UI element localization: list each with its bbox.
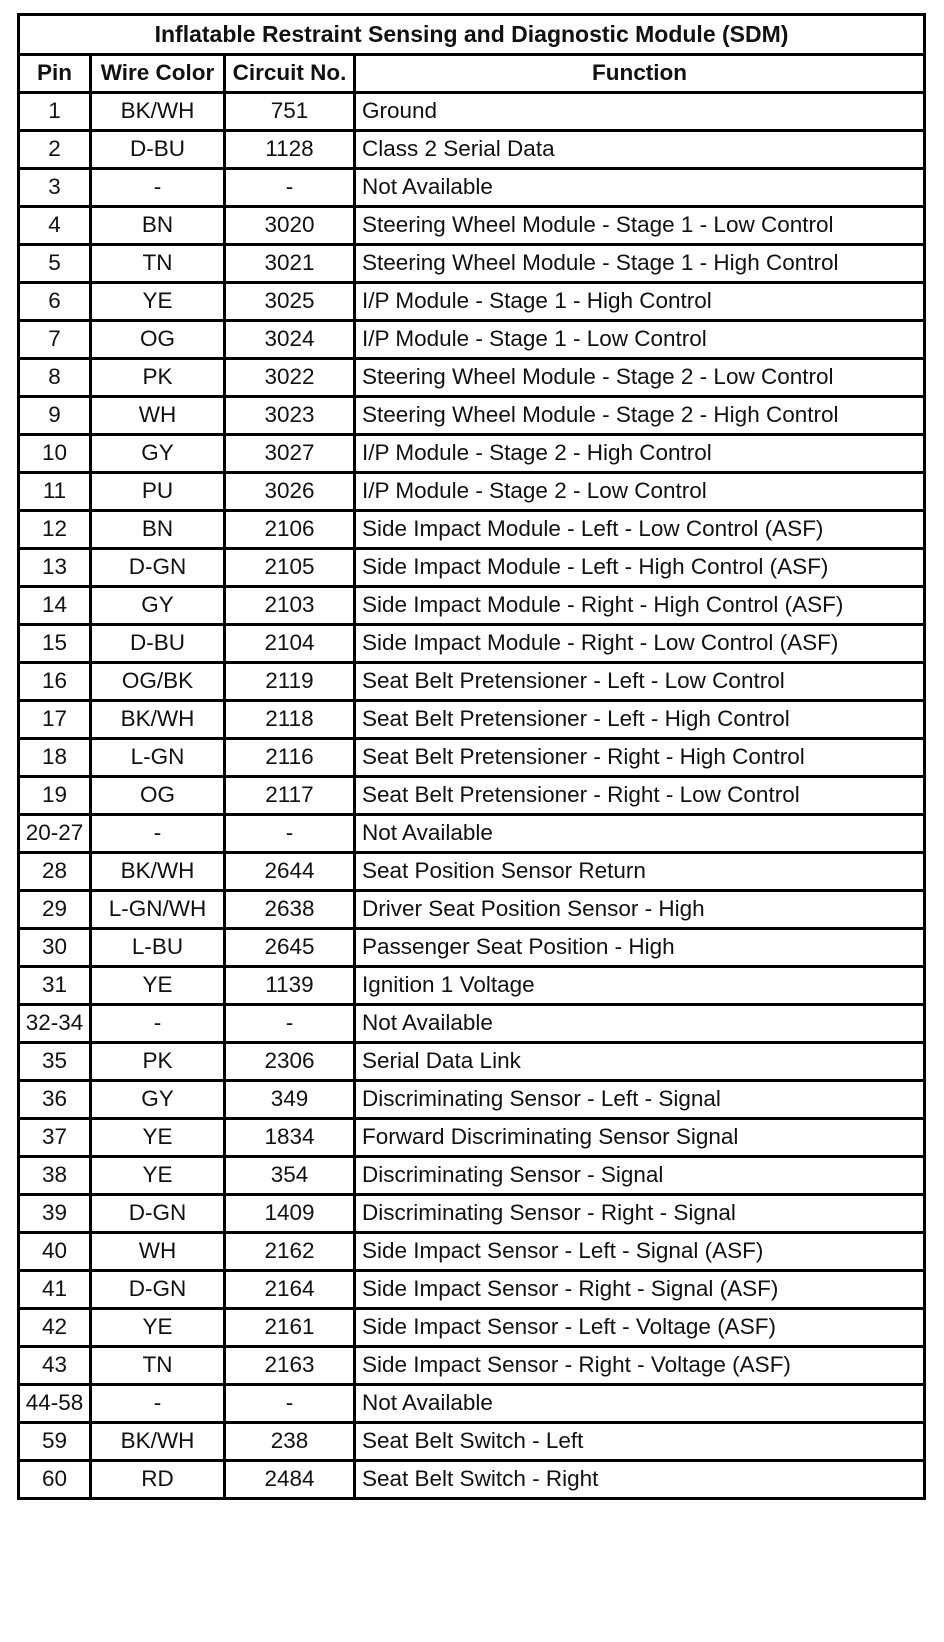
sdm-pinout-table [17, 13, 926, 1500]
pin-cell: 1 [19, 93, 91, 131]
table-row [19, 93, 925, 131]
table-row [19, 473, 925, 511]
circuit-number-cell: 2119 [225, 663, 355, 701]
function-cell: Seat Belt Switch - Right [355, 1461, 925, 1499]
table-row [19, 587, 925, 625]
table-row [19, 1347, 925, 1385]
function-cell: Seat Belt Pretensioner - Right - High Control [355, 739, 925, 777]
wire-color-cell: D-BU [91, 625, 225, 663]
pin-cell: 43 [19, 1347, 91, 1385]
wire-color-cell: - [91, 1005, 225, 1043]
wire-color-cell: - [91, 815, 225, 853]
circuit-number-cell: 2162 [225, 1233, 355, 1271]
table-title-row [19, 15, 925, 55]
wire-color-cell: TN [91, 1347, 225, 1385]
function-cell: Seat Belt Switch - Left [355, 1423, 925, 1461]
wire-color-cell: YE [91, 1119, 225, 1157]
function-cell: Serial Data Link [355, 1043, 925, 1081]
wire-color-cell: - [91, 1385, 225, 1423]
function-cell: Steering Wheel Module - Stage 2 - Low Control [355, 359, 925, 397]
circuit-number-cell: 2104 [225, 625, 355, 663]
wire-color-cell: BK/WH [91, 93, 225, 131]
function-cell: Side Impact Sensor - Left - Signal (ASF) [355, 1233, 925, 1271]
pin-cell: 16 [19, 663, 91, 701]
function-cell: Side Impact Module - Left - Low Control (ASF) [355, 511, 925, 549]
wire-color-cell: - [91, 169, 225, 207]
function-cell: Not Available [355, 169, 925, 207]
function-cell: Ignition 1 Voltage [355, 967, 925, 1005]
table-row [19, 891, 925, 929]
circuit-number-cell: 751 [225, 93, 355, 131]
function-cell: Ground [355, 93, 925, 131]
function-cell: Not Available [355, 1385, 925, 1423]
pin-cell: 42 [19, 1309, 91, 1347]
pin-cell: 11 [19, 473, 91, 511]
wire-color-cell: TN [91, 245, 225, 283]
wire-color-cell: GY [91, 587, 225, 625]
table-row [19, 131, 925, 169]
wire-color-cell: L-BU [91, 929, 225, 967]
table-row [19, 435, 925, 473]
wire-color-cell: BK/WH [91, 1423, 225, 1461]
circuit-number-cell: 2638 [225, 891, 355, 929]
table-row [19, 1309, 925, 1347]
pin-cell: 15 [19, 625, 91, 663]
pin-cell: 36 [19, 1081, 91, 1119]
function-cell: Side Impact Sensor - Right - Signal (ASF) [355, 1271, 925, 1309]
circuit-number-cell: 2645 [225, 929, 355, 967]
pin-cell: 38 [19, 1157, 91, 1195]
circuit-number-cell: 3023 [225, 397, 355, 435]
function-cell: Discriminating Sensor - Left - Signal [355, 1081, 925, 1119]
table-row [19, 1385, 925, 1423]
wire-color-cell: YE [91, 1309, 225, 1347]
function-cell: Discriminating Sensor - Right - Signal [355, 1195, 925, 1233]
pin-cell: 18 [19, 739, 91, 777]
table-row [19, 1271, 925, 1309]
pin-cell: 44-58 [19, 1385, 91, 1423]
table-row [19, 1081, 925, 1119]
table-row [19, 853, 925, 891]
circuit-number-cell: 2306 [225, 1043, 355, 1081]
wire-color-cell: WH [91, 397, 225, 435]
table-row [19, 1119, 925, 1157]
wire-color-cell: PU [91, 473, 225, 511]
wire-color-cell: RD [91, 1461, 225, 1499]
pin-cell: 35 [19, 1043, 91, 1081]
circuit-number-cell: 2103 [225, 587, 355, 625]
column-header-pin: Pin [19, 55, 91, 93]
circuit-number-cell: 1128 [225, 131, 355, 169]
circuit-number-cell: 2644 [225, 853, 355, 891]
table-row [19, 169, 925, 207]
table-body [19, 93, 925, 1499]
pin-cell: 19 [19, 777, 91, 815]
wire-color-cell: WH [91, 1233, 225, 1271]
table-row [19, 701, 925, 739]
wire-color-cell: YE [91, 967, 225, 1005]
function-cell: Steering Wheel Module - Stage 1 - High Control [355, 245, 925, 283]
table-row [19, 1423, 925, 1461]
function-cell: Forward Discriminating Sensor Signal [355, 1119, 925, 1157]
circuit-number-cell: 3022 [225, 359, 355, 397]
wire-color-cell: D-GN [91, 1271, 225, 1309]
table-row [19, 1233, 925, 1271]
table-row [19, 739, 925, 777]
wire-color-cell: D-GN [91, 1195, 225, 1233]
circuit-number-cell: 354 [225, 1157, 355, 1195]
circuit-number-cell: 3024 [225, 321, 355, 359]
function-cell: Seat Belt Pretensioner - Left - Low Control [355, 663, 925, 701]
table-row [19, 1043, 925, 1081]
table-row [19, 549, 925, 587]
pin-cell: 14 [19, 587, 91, 625]
table-row [19, 777, 925, 815]
function-cell: Class 2 Serial Data [355, 131, 925, 169]
function-cell: I/P Module - Stage 1 - High Control [355, 283, 925, 321]
pin-cell: 41 [19, 1271, 91, 1309]
wire-color-cell: L-GN/WH [91, 891, 225, 929]
function-cell: I/P Module - Stage 1 - Low Control [355, 321, 925, 359]
pin-cell: 39 [19, 1195, 91, 1233]
circuit-number-cell: - [225, 1005, 355, 1043]
circuit-number-cell: 1409 [225, 1195, 355, 1233]
wire-color-cell: BN [91, 207, 225, 245]
wire-color-cell: D-BU [91, 131, 225, 169]
table-row [19, 663, 925, 701]
pin-cell: 29 [19, 891, 91, 929]
circuit-number-cell: 2118 [225, 701, 355, 739]
table-row [19, 397, 925, 435]
circuit-number-cell: 3020 [225, 207, 355, 245]
wire-color-cell: BK/WH [91, 701, 225, 739]
pin-cell: 3 [19, 169, 91, 207]
table-row [19, 245, 925, 283]
function-cell: Not Available [355, 1005, 925, 1043]
pin-cell: 37 [19, 1119, 91, 1157]
circuit-number-cell: 1834 [225, 1119, 355, 1157]
circuit-number-cell: 2164 [225, 1271, 355, 1309]
circuit-number-cell: 3027 [225, 435, 355, 473]
wire-color-cell: YE [91, 283, 225, 321]
pin-cell: 13 [19, 549, 91, 587]
function-cell: Steering Wheel Module - Stage 2 - High Control [355, 397, 925, 435]
pin-cell: 2 [19, 131, 91, 169]
wire-color-cell: YE [91, 1157, 225, 1195]
circuit-number-cell: 3025 [225, 283, 355, 321]
function-cell: Seat Position Sensor Return [355, 853, 925, 891]
wire-color-cell: BK/WH [91, 853, 225, 891]
wire-color-cell: GY [91, 1081, 225, 1119]
wire-color-cell: L-GN [91, 739, 225, 777]
circuit-number-cell: 349 [225, 1081, 355, 1119]
pin-cell: 8 [19, 359, 91, 397]
table-row [19, 929, 925, 967]
function-cell: Side Impact Sensor - Right - Voltage (ASF) [355, 1347, 925, 1385]
pin-cell: 9 [19, 397, 91, 435]
pin-cell: 20-27 [19, 815, 91, 853]
sdm-pinout-table-container [17, 13, 923, 1500]
circuit-number-cell: 3026 [225, 473, 355, 511]
pin-cell: 4 [19, 207, 91, 245]
function-cell: Steering Wheel Module - Stage 1 - Low Control [355, 207, 925, 245]
function-cell: Side Impact Sensor - Left - Voltage (ASF) [355, 1309, 925, 1347]
circuit-number-cell: 2106 [225, 511, 355, 549]
wire-color-cell: BN [91, 511, 225, 549]
pin-cell: 40 [19, 1233, 91, 1271]
function-cell: Not Available [355, 815, 925, 853]
wire-color-cell: OG [91, 777, 225, 815]
table-row [19, 1157, 925, 1195]
wire-color-cell: PK [91, 359, 225, 397]
pin-cell: 60 [19, 1461, 91, 1499]
column-header-wire-color: Wire Color [91, 55, 225, 93]
pin-cell: 10 [19, 435, 91, 473]
pin-cell: 7 [19, 321, 91, 359]
table-row [19, 625, 925, 663]
function-cell: I/P Module - Stage 2 - Low Control [355, 473, 925, 511]
pin-cell: 32-34 [19, 1005, 91, 1043]
table-row [19, 207, 925, 245]
circuit-number-cell: 2117 [225, 777, 355, 815]
function-cell: Seat Belt Pretensioner - Left - High Control [355, 701, 925, 739]
circuit-number-cell: - [225, 1385, 355, 1423]
pin-cell: 12 [19, 511, 91, 549]
pin-cell: 6 [19, 283, 91, 321]
function-cell: I/P Module - Stage 2 - High Control [355, 435, 925, 473]
table-row [19, 1461, 925, 1499]
function-cell: Side Impact Module - Right - High Control (ASF) [355, 587, 925, 625]
table-row [19, 283, 925, 321]
table-row [19, 815, 925, 853]
pin-cell: 31 [19, 967, 91, 1005]
pin-cell: 17 [19, 701, 91, 739]
circuit-number-cell: 2116 [225, 739, 355, 777]
circuit-number-cell: 2163 [225, 1347, 355, 1385]
function-cell: Side Impact Module - Right - Low Control (ASF) [355, 625, 925, 663]
table-row [19, 511, 925, 549]
table-row [19, 321, 925, 359]
table-row [19, 1195, 925, 1233]
function-cell: Discriminating Sensor - Signal [355, 1157, 925, 1195]
circuit-number-cell: 2484 [225, 1461, 355, 1499]
wire-color-cell: PK [91, 1043, 225, 1081]
circuit-number-cell: 3021 [225, 245, 355, 283]
pin-cell: 59 [19, 1423, 91, 1461]
wire-color-cell: GY [91, 435, 225, 473]
function-cell: Side Impact Module - Left - High Control (ASF) [355, 549, 925, 587]
table-row [19, 359, 925, 397]
column-header-function: Function [355, 55, 925, 93]
pin-cell: 30 [19, 929, 91, 967]
table-title: Inflatable Restraint Sensing and Diagnostic Module (SDM) [19, 15, 925, 55]
column-header-circuit-no: Circuit No. [225, 55, 355, 93]
table-row [19, 1005, 925, 1043]
wire-color-cell: OG [91, 321, 225, 359]
function-cell: Driver Seat Position Sensor - High [355, 891, 925, 929]
pin-cell: 28 [19, 853, 91, 891]
circuit-number-cell: 2105 [225, 549, 355, 587]
circuit-number-cell: 1139 [225, 967, 355, 1005]
pin-cell: 5 [19, 245, 91, 283]
wire-color-cell: OG/BK [91, 663, 225, 701]
function-cell: Passenger Seat Position - High [355, 929, 925, 967]
circuit-number-cell: 238 [225, 1423, 355, 1461]
table-header-row [19, 55, 925, 93]
circuit-number-cell: - [225, 815, 355, 853]
circuit-number-cell: 2161 [225, 1309, 355, 1347]
circuit-number-cell: - [225, 169, 355, 207]
table-row [19, 967, 925, 1005]
function-cell: Seat Belt Pretensioner - Right - Low Control [355, 777, 925, 815]
wire-color-cell: D-GN [91, 549, 225, 587]
